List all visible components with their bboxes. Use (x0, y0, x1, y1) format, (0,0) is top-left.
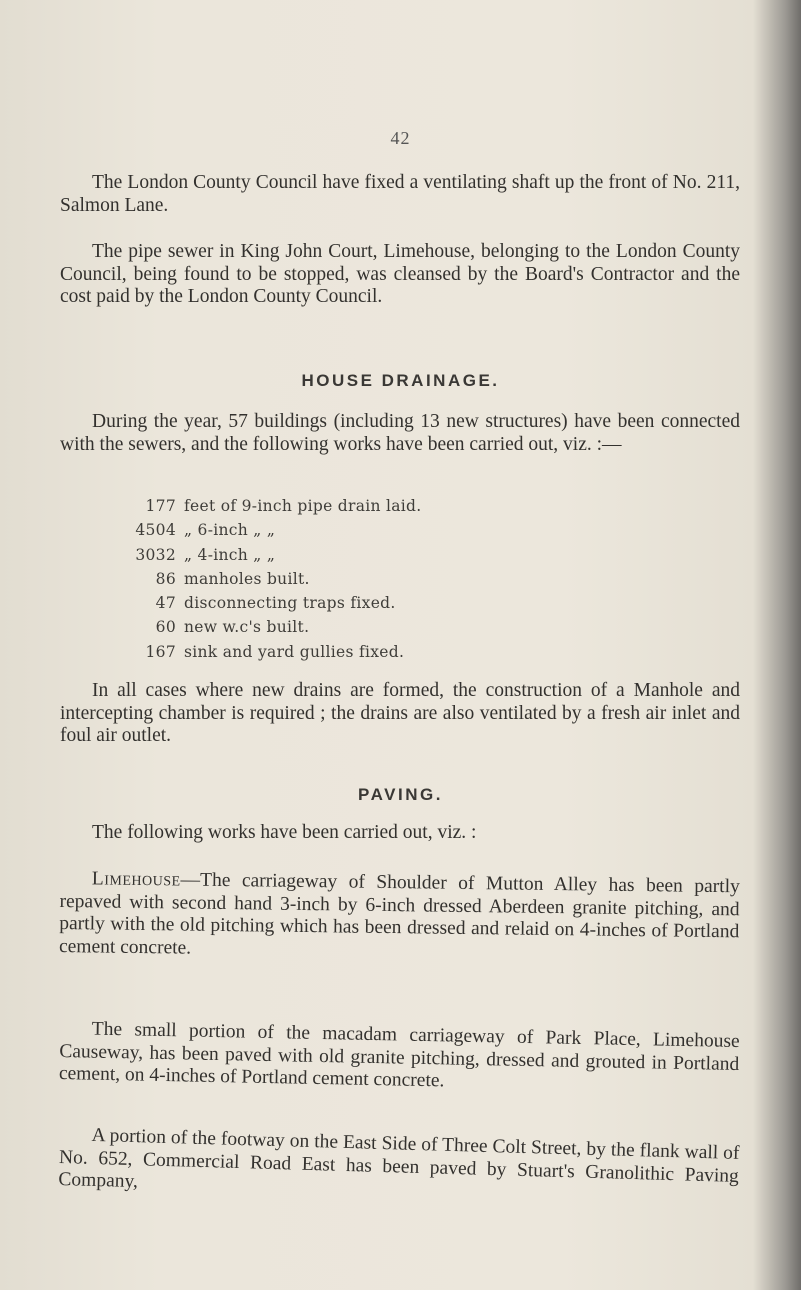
work-description: „ 4-inch „ „ (184, 545, 276, 564)
limehouse-label: Limehouse (91, 868, 181, 891)
page-number: 42 (390, 128, 411, 148)
park-place-paragraph: The small portion of the macadam carriageway of Park Place, Limehouse Causeway, has been paved with old granite pitching, dressed and grouted in Portland cement, on 4-inches of Portland cement concrete. (58, 1018, 740, 1092)
limehouse-text: —The carriageway of Shoulder of Mutton Alley has been partly repaved with second hand 3-inch by 6-inch dressed Aberdeen granite pitching, and partly with the old pitching which has been dressed and relaid on 4-inches of Portland cement concrete. (58, 869, 740, 959)
pipe-sewer-paragraph: The pipe sewer in King John Court, Limehouse, belonging to the London County Council, being found to be stopped, was cleansed by the Board's Contractor and the cost paid by the London County Council. (60, 241, 740, 307)
work-quantity: 167 (145, 642, 176, 661)
paving-intro: The following works have been carried out, viz. : (92, 822, 477, 843)
work-row (112, 570, 552, 594)
three-colt-paragraph: A portion of the footway on the East Side of Three Colt Street, by the flank wall of No. 652, Commercial Road East has been paved by Stuart's Granolithic Paving Company, (58, 1124, 740, 1193)
work-quantity: 60 (155, 618, 176, 637)
work-quantity: 86 (155, 569, 176, 588)
ventilating-shaft-paragraph: The London County Council have fixed a ventilating shaft up the front of No. 211, Salmon Lane. (60, 172, 740, 216)
work-row (112, 546, 552, 570)
work-row (112, 618, 552, 642)
limehouse-paragraph (59, 868, 740, 966)
work-description: feet of 9-inch pipe drain laid. (184, 497, 422, 515)
house-drainage-closing: In all cases where new drains are formed, the construction of a Manhole and intercepting chamber is required ; the drains are also ventilated by a fresh air inlet and foul air outlet. (60, 680, 740, 746)
works-list (112, 497, 552, 667)
work-row (112, 521, 552, 545)
work-row (112, 497, 552, 521)
work-quantity: 47 (155, 594, 176, 613)
work-description: „ 6-inch „ „ (184, 521, 276, 540)
work-description: manholes built. (184, 569, 310, 588)
house-drainage-intro: During the year, 57 buildings (including 13 new structures) have been connected with the sewers, and the following works have been carried out, viz. :— (60, 411, 740, 455)
work-description: new w.c's built. (184, 618, 310, 637)
work-quantity: 4504 (135, 521, 176, 540)
work-row (112, 594, 552, 618)
work-description: sink and yard gullies fixed. (184, 642, 405, 661)
house-drainage-heading: HOUSE DRAINAGE. (301, 371, 500, 390)
paving-heading: PAVING. (358, 785, 443, 804)
work-description: disconnecting traps fixed. (184, 594, 396, 613)
work-quantity: 177 (145, 497, 176, 515)
work-row (112, 643, 552, 667)
work-quantity: 3032 (135, 545, 176, 564)
